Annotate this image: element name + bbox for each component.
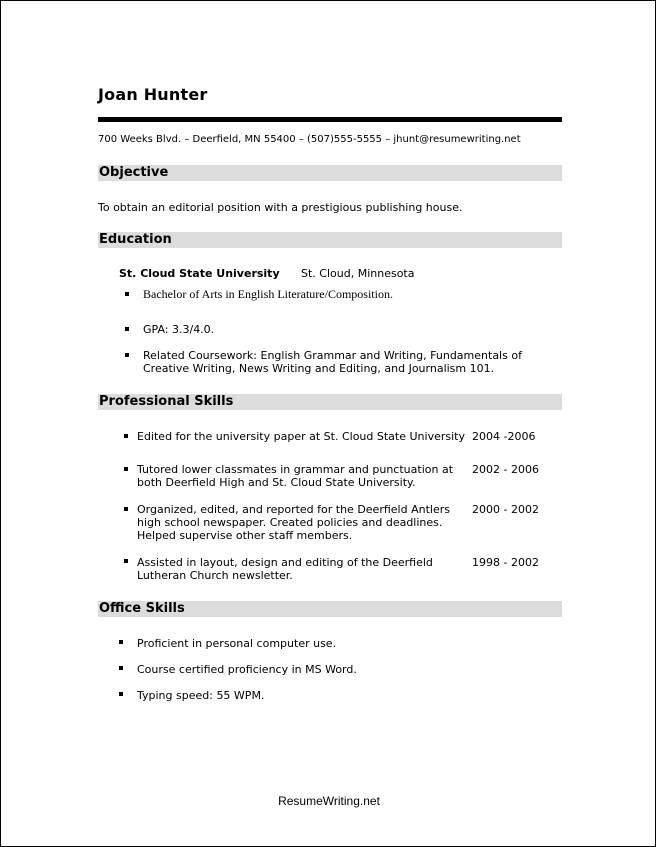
bullet-icon bbox=[125, 353, 129, 357]
bullet-icon bbox=[124, 467, 128, 471]
professional-skill-years: 2004 -2006 bbox=[472, 430, 536, 443]
education-item: Bachelor of Arts in English Literature/Composition. bbox=[143, 287, 393, 301]
footer-site-name: ResumeWriting.net bbox=[278, 794, 380, 808]
office-skill-item: Proficient in personal computer use. bbox=[137, 637, 337, 650]
education-item: Related Coursework: English Grammar and Writing, Fundamentals of Creative Writing, News Writing and Editing, and Journalism 101. bbox=[143, 349, 522, 375]
bullet-icon bbox=[124, 559, 128, 563]
education-item: GPA: 3.3/4.0. bbox=[143, 323, 215, 336]
applicant-name: Joan Hunter bbox=[98, 85, 208, 104]
bullet-icon bbox=[119, 640, 123, 644]
bullet-icon bbox=[124, 507, 128, 511]
professional-skill-item: Edited for the university paper at St. Cloud State University bbox=[137, 430, 465, 443]
school-location: St. Cloud, Minnesota bbox=[301, 267, 415, 280]
professional-skills-heading: Professional Skills bbox=[98, 394, 562, 410]
professional-skill-item: Organized, edited, and reported for the Deerfield Antlers high school newspaper. Created policies and deadlines. Helped supervise other staff members. bbox=[137, 503, 450, 542]
bullet-icon bbox=[125, 292, 129, 296]
professional-skill-years: 1998 - 2002 bbox=[472, 556, 539, 569]
professional-skill-item: Assisted in layout, design and editing of the Deerfield Lutheran Church newsletter. bbox=[137, 556, 433, 582]
office-skills-heading: Office Skills bbox=[98, 601, 562, 617]
header-rule bbox=[98, 117, 562, 122]
bullet-icon bbox=[124, 434, 128, 438]
objective-heading: Objective bbox=[98, 165, 562, 181]
professional-skill-years: 2000 - 2002 bbox=[472, 503, 539, 516]
objective-text: To obtain an editorial position with a prestigious publishing house. bbox=[98, 201, 463, 214]
bullet-icon bbox=[125, 327, 129, 331]
education-heading: Education bbox=[98, 232, 562, 248]
bullet-icon bbox=[119, 692, 123, 696]
contact-line: 700 Weeks Blvd. – Deerfield, MN 55400 – (507)555-5555 – jhunt@resumewriting.net bbox=[98, 134, 521, 145]
office-skill-item: Course certified proficiency in MS Word. bbox=[137, 663, 357, 676]
professional-skill-item: Tutored lower classmates in grammar and punctuation at both Deerfield High and St. Cloud State University. bbox=[137, 463, 454, 489]
office-skill-item: Typing speed: 55 WPM. bbox=[137, 689, 265, 702]
bullet-icon bbox=[119, 666, 123, 670]
professional-skill-years: 2002 - 2006 bbox=[472, 463, 539, 476]
school-name: St. Cloud State University bbox=[119, 267, 280, 280]
